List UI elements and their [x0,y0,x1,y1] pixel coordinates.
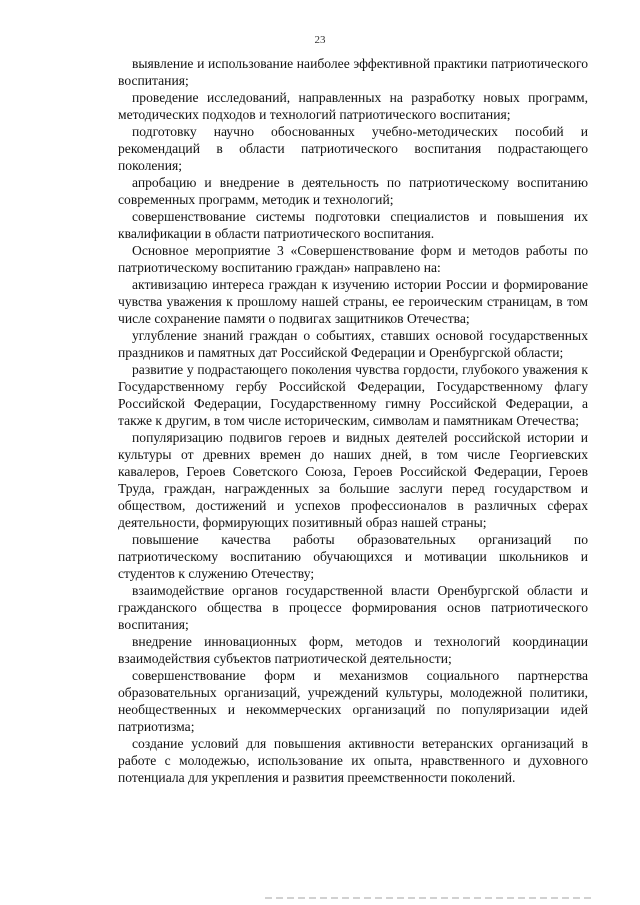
paragraph: углубление знаний граждан о событиях, ставших основой государственных праздников и памятных дат Российской Федерации и Оренбургской области; [118,328,588,360]
scan-artifact-line [265,897,595,899]
paragraph: апробацию и внедрение в деятельность по патриотическому воспитанию современных программ, методик и технологий; [118,175,588,207]
paragraph: совершенствование форм и механизмов социального партнерства образовательных организаций, учреждений культуры, молодежной политики, необщественных и некоммерческих организаций по популяризации идей патриотизма; [118,668,588,734]
paragraph: активизацию интереса граждан к изучению истории России и формирование чувства уважения к прошлому нашей страны, ее героическим страницам, в том числе сохранение памяти о подвигах защитников Отечества; [118,277,588,326]
page-number: 23 [314,34,326,46]
paragraph: совершенствование системы подготовки специалистов и повышения их квалификации в области патриотического воспитания. [118,209,588,241]
paragraph: взаимодействие органов государственной власти Оренбургской области и гражданского общества в процессе формирования основ патриотического воспитания; [118,583,588,632]
paragraph: проведение исследований, направленных на разработку новых программ, методических подходов и технологий патриотического воспитания; [118,90,588,122]
body-text [118,55,588,786]
paragraph: выявление и использование наиболее эффективной практики патриотического воспитания; [118,56,588,88]
paragraph: повышение качества работы образовательных организаций по патриотическому воспитанию обучающихся и мотивации школьников и студентов к служению Отечеству; [118,532,588,581]
paragraph: подготовку научно обоснованных учебно-методических пособий и рекомендаций в области патриотического воспитания подрастающего поколения; [118,124,588,173]
paragraph: внедрение инновационных форм, методов и технологий координации взаимодействия субъектов патриотической деятельности; [118,634,588,666]
paragraph: создание условий для повышения активности ветеранских организаций в работе с молодежью, использование их опыта, нравственного и духовного потенциала для укрепления и развития преемственности поколений. [118,736,588,785]
paragraph: популяризацию подвигов героев и видных деятелей российской истории и культуры от древних времен до наших дней, в том числе Георгиевских кавалеров, Героев Советского Союза, Героев Российской Федерации, Героев Труда, граждан, награжденных за большие заслуги перед государством и обществом, достижений и успехов профессионалов в различных сферах деятельности, формирующих позитивный образ нашей страны; [118,430,588,530]
paragraph: Основное мероприятие 3 «Совершенствование форм и методов работы по патриотическому воспитанию граждан» направлено на: [118,243,588,275]
paragraph: развитие у подрастающего поколения чувства гордости, глубокого уважения к Государственному гербу Российской Федерации, Государственному флагу Российской Федерации, Государственному гимну Российской Федерации, а также к другим, в том числе историческим, символам и памятникам Отечества; [118,362,588,428]
